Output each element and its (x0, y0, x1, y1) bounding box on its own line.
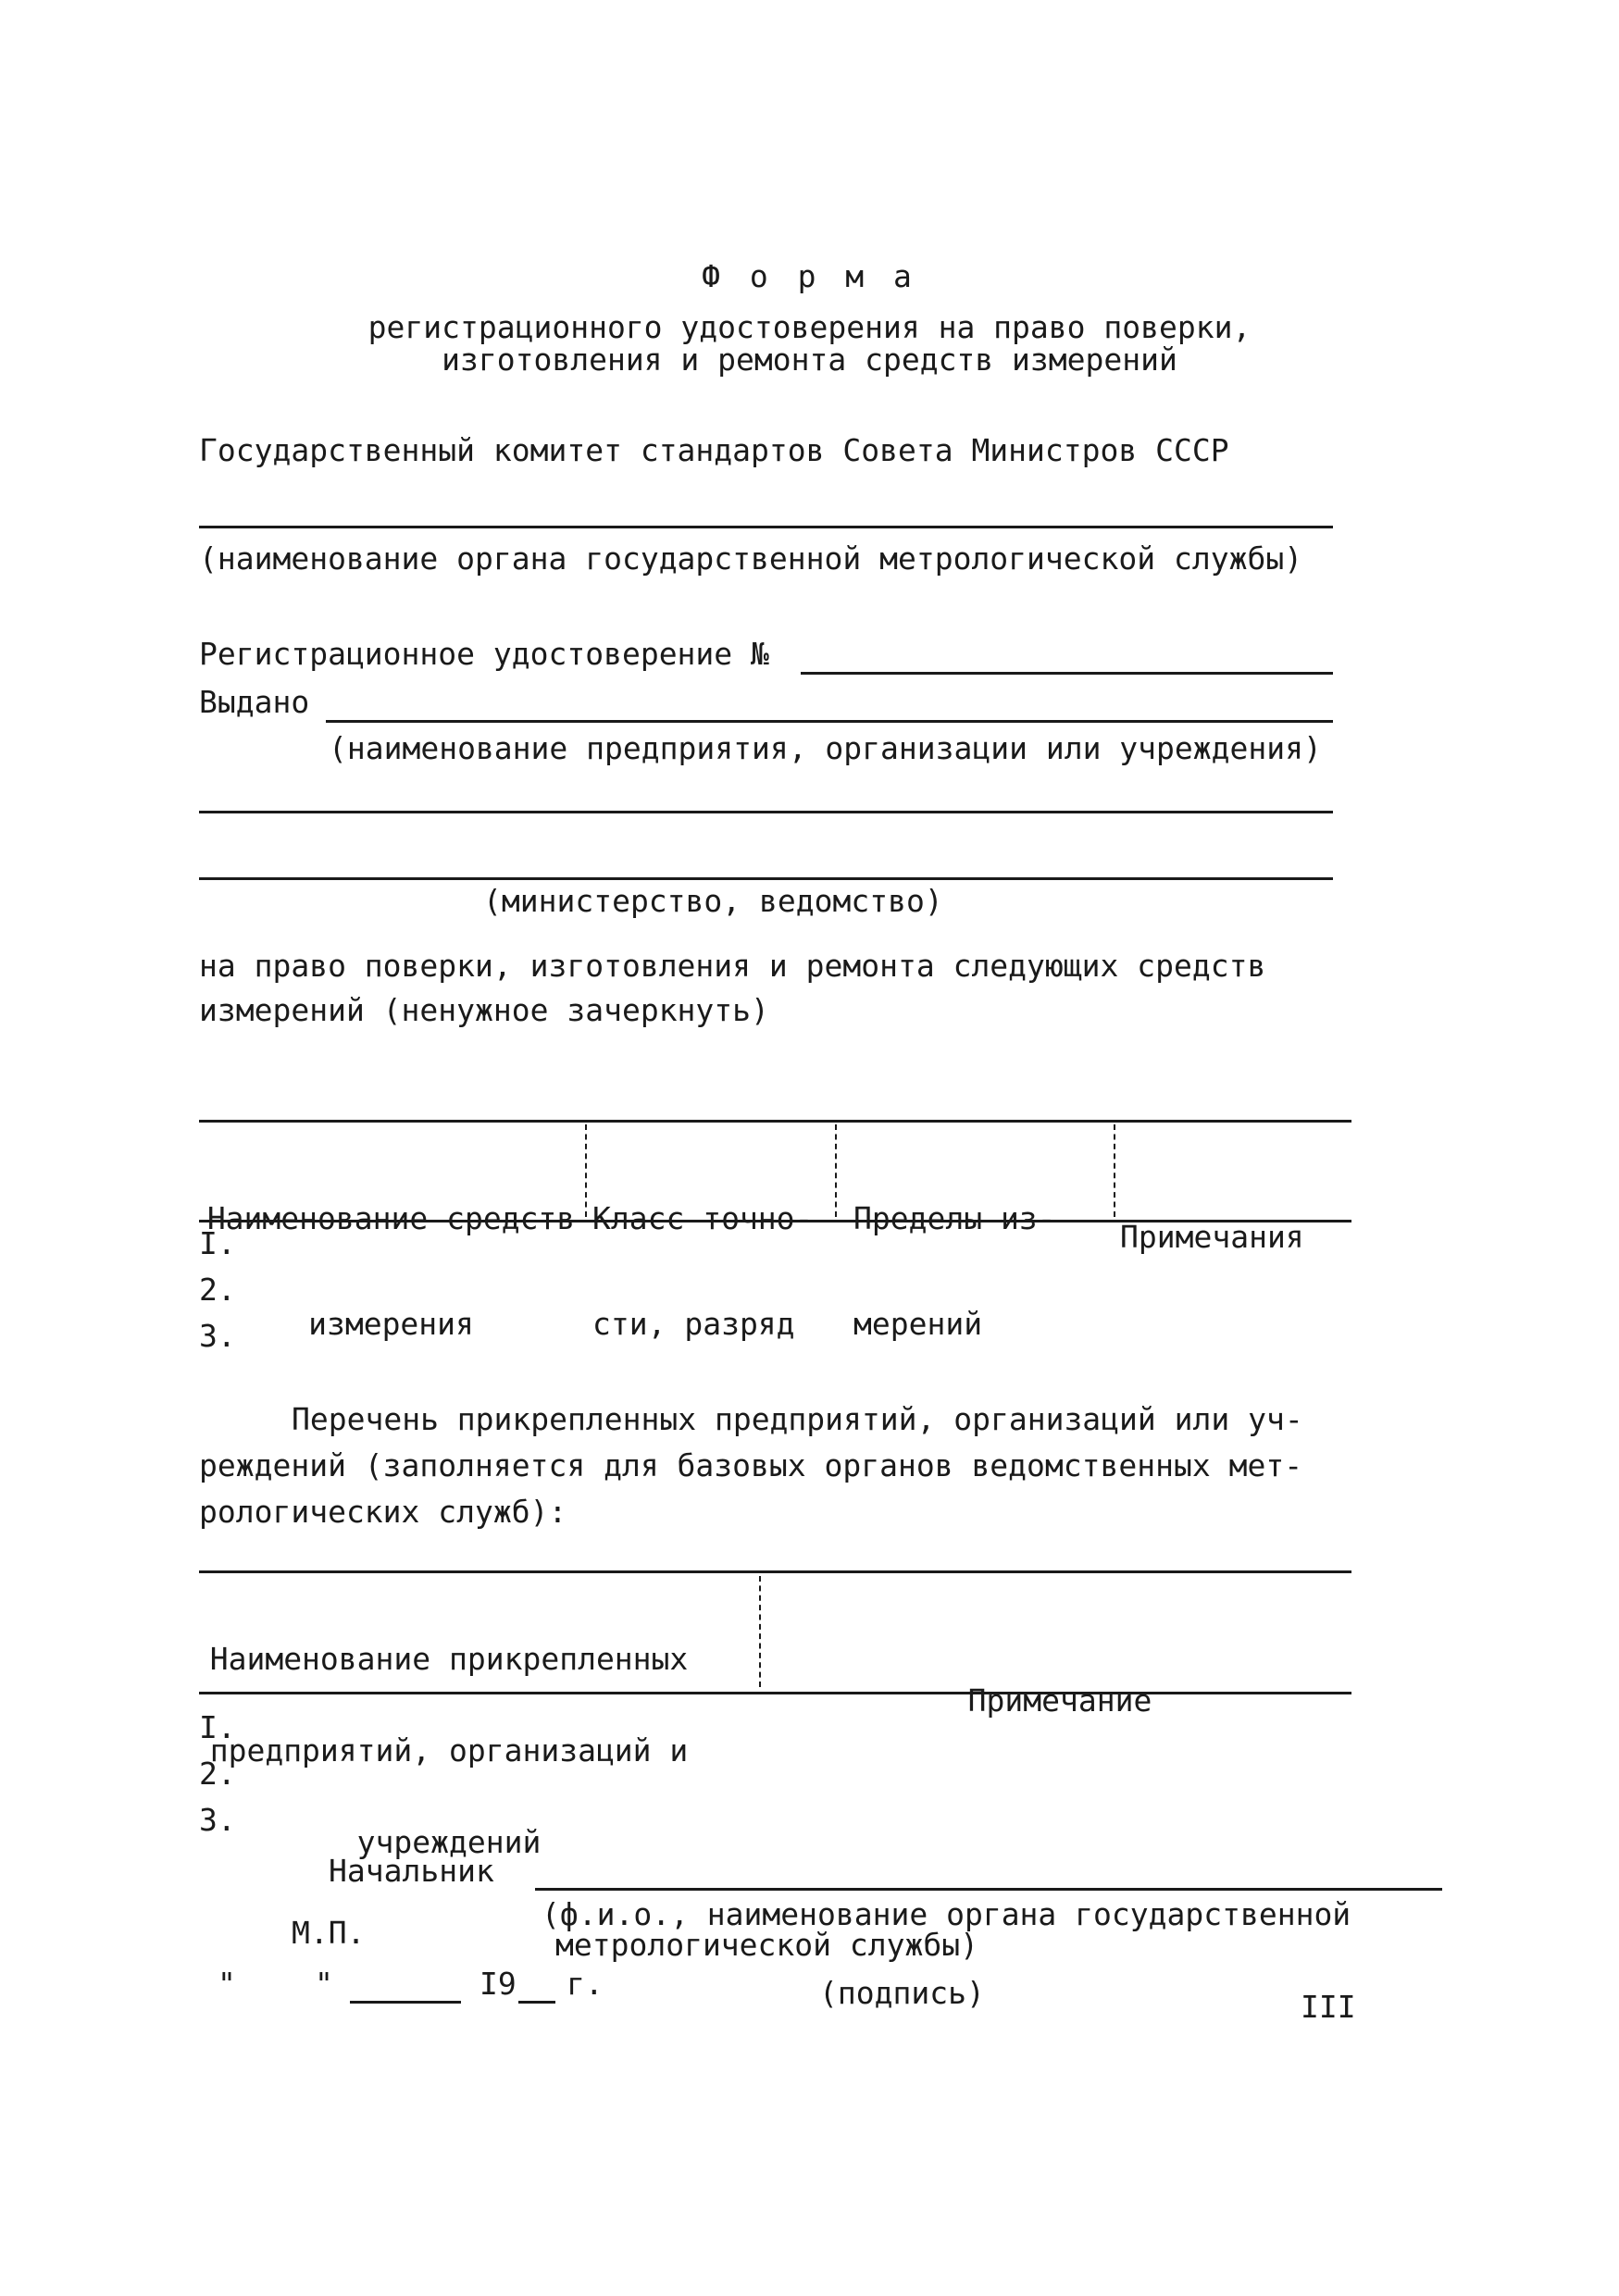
enterprise-extra-line[interactable] (199, 811, 1333, 813)
table1-header-rule (199, 1220, 1351, 1222)
table1-header-class: Класс точно- сти, разряд (592, 1199, 814, 1342)
attached-line2: реждений (заполняется для базовых органов ведомственных мет- (199, 1447, 1303, 1483)
signature-caption: (подпись) (819, 1975, 985, 2011)
organ-line (199, 526, 1333, 528)
date-year-field[interactable] (518, 2001, 555, 2004)
date-year-prefix: I9 (479, 1966, 517, 2002)
table1-header-limits: Пределы из- мерений (853, 1199, 1056, 1342)
table1-divider-2 (835, 1124, 837, 1217)
ministry-caption: (министерство, ведомство) (483, 883, 943, 919)
table1-row: 3. (199, 1318, 236, 1354)
reg-certificate-label: Регистрационное удостоверение № (199, 636, 769, 672)
head-caption-line2: метрологической службы) (555, 1927, 978, 1963)
date-month-field[interactable] (350, 2001, 461, 2004)
reg-number-field[interactable] (801, 672, 1333, 675)
purpose-line2: измерений (ненужное зачеркнуть) (199, 992, 769, 1028)
date-year-suffix: г. (567, 1966, 604, 2002)
purpose-line1: на право поверки, изготовления и ремонта следующих средств (199, 948, 1266, 984)
table2-header-rule (199, 1692, 1351, 1694)
table1-header-name: Наименование средств измерения (206, 1199, 576, 1342)
issued-field[interactable] (326, 720, 1333, 723)
organ-caption: (наименование органа государственной метрологической службы) (199, 540, 1303, 577)
table2-row: 3. (199, 1802, 236, 1838)
table2-row: 2. (199, 1756, 236, 1792)
issued-label: Выдано (199, 684, 310, 720)
table1-header-notes: Примечания (1120, 1218, 1304, 1255)
form-subtitle-line1: регистрационного удостоверения на право поверки, (367, 309, 1252, 345)
committee-name: Государственный комитет стандартов Совета Министров СССР (199, 432, 1229, 468)
date-quote-open: " (218, 1966, 236, 2002)
stamp-label: М.П. (292, 1915, 366, 1951)
page-number: III (1301, 1989, 1356, 2025)
table1-divider-3 (1114, 1124, 1115, 1217)
table2-row: I. (199, 1709, 236, 1745)
table2-header-notes: Примечание (967, 1682, 1152, 1719)
head-label: Начальник (329, 1853, 494, 1889)
date-quote-close: " (315, 1966, 333, 2002)
attached-line3: рологических служб): (199, 1494, 567, 1530)
attached-line1: Перечень прикрепленных предприятий, организаций или уч- (292, 1401, 1303, 1437)
table2-header-name: Наименование прикрепленных предприятий, организаций и учреждений (209, 1641, 689, 1860)
form-subtitle-line2: изготовления и ремонта средств измерений (442, 341, 1177, 378)
ministry-line[interactable] (199, 877, 1333, 880)
table1-row: 2. (199, 1272, 236, 1308)
table1-divider-1 (585, 1124, 587, 1217)
head-signature-line[interactable] (535, 1888, 1442, 1891)
table1-top-rule (199, 1120, 1351, 1123)
table1-row: I. (199, 1225, 236, 1261)
enterprise-caption: (наименование предприятия, организации или учреждения) (329, 730, 1322, 766)
table2-top-rule (199, 1570, 1351, 1573)
table2-divider (759, 1576, 761, 1687)
form-title: Ф о р м а (702, 258, 917, 294)
head-caption-line1: (ф.и.о., наименование органа государственной (542, 1896, 1351, 1932)
